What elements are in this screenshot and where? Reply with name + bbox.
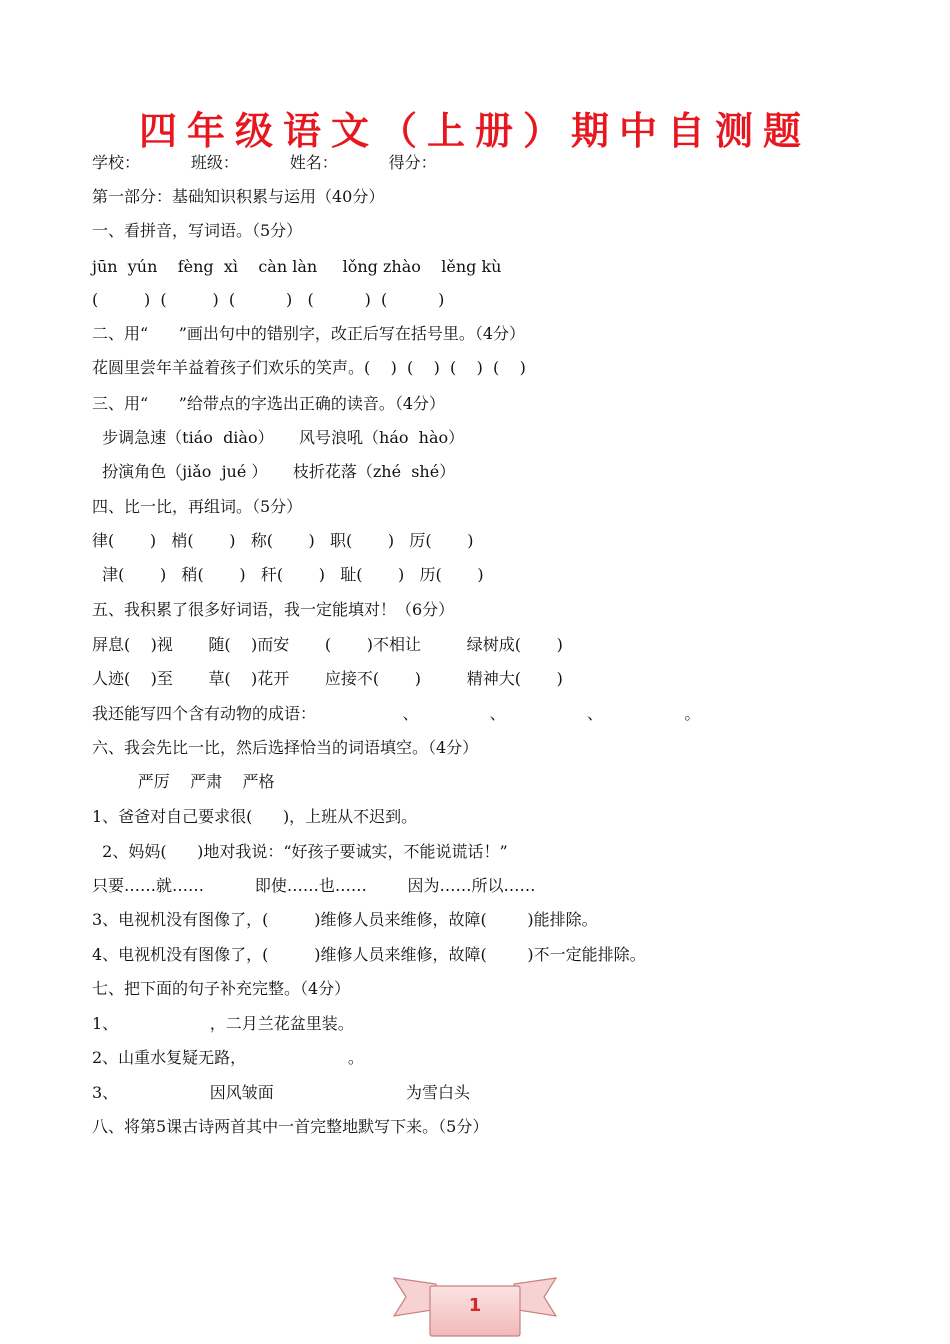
page-number: 1 bbox=[468, 1295, 482, 1316]
complete-sentence-1: 1、 ，二月兰花盆里装。 bbox=[92, 1014, 354, 1033]
conjunction-choices-line: 只要……就…… 即使……也…… 因为……所以…… bbox=[92, 876, 536, 895]
pinyin-line: jūn yún fèng xì càn làn lǒng zhào lěng kù bbox=[92, 257, 502, 276]
page-title: 四年级语文（上册）期中自测题 bbox=[138, 109, 811, 153]
question-6-heading: 六、我会先比一比，然后选择恰当的词语填空。（4分） bbox=[92, 738, 479, 757]
fill-sentence-4: 4、电视机没有图像了，( )维修人员来维修，故障( )不一定能排除。 bbox=[92, 945, 646, 964]
header-info-line: 学校： 班级： 姓名： 得分： bbox=[92, 153, 437, 172]
question-5-heading: 五、我积累了很多好词语，我一定能填对！（6分） bbox=[92, 600, 455, 619]
fill-sentence-2: 2、妈妈( )地对我说：“好孩子要诚实，不能说谎话！” bbox=[92, 842, 508, 861]
section-one-heading: 第一部分：基础知识积累与运用（40分） bbox=[92, 187, 385, 206]
pronunciation-line-2: 扮演角色（jiǎo jué ） 枝折花落（zhé shé） bbox=[92, 462, 456, 481]
animal-idiom-line: 我还能写四个含有动物的成语： 、 、 、 。 bbox=[92, 704, 701, 723]
question-8-heading: 八、将第5课古诗两首其中一首完整地默写下来。（5分） bbox=[92, 1117, 489, 1136]
word-choices-line: 严厉 严肃 严格 bbox=[92, 772, 275, 791]
typo-sentence-line: 花圆里尝年羊益着孩子们欢乐的笑声。( ) ( ) ( ) ( ) bbox=[92, 358, 526, 377]
complete-sentence-3: 3、 因风皱面 为雪白头 bbox=[92, 1083, 470, 1102]
question-1-heading: 一、看拼音，写词语。（5分） bbox=[92, 221, 303, 240]
question-2-heading: 二、用“ ”画出句中的错别字，改正后写在括号里。（4分） bbox=[92, 324, 526, 343]
pronunciation-line-1: 步调急速（tiáo diào） 风号浪吼（háo hào） bbox=[92, 428, 465, 447]
question-7-heading: 七、把下面的句子补充完整。（4分） bbox=[92, 979, 351, 998]
question-4-heading: 四、比一比，再组词。（5分） bbox=[92, 497, 303, 516]
complete-sentence-2: 2、山重水复疑无路， 。 bbox=[92, 1048, 364, 1067]
question-3-heading: 三、用“ ”给带点的字选出正确的读音。（4分） bbox=[92, 394, 446, 413]
fill-sentence-1: 1、爸爸对自己要求很( )，上班从不迟到。 bbox=[92, 807, 418, 826]
compare-words-line-2: 津( ) 稍( ) 秆( ) 耻( ) 历( ) bbox=[92, 565, 484, 584]
idiom-line-1: 屏息( )视 随( )而安 ( )不相让 绿树成( ) bbox=[92, 635, 563, 654]
idiom-line-2: 人迹( )至 草( )花开 应接不( ) 精神大( ) bbox=[92, 669, 563, 688]
fill-sentence-3: 3、电视机没有图像了，( )维修人员来维修，故障( )能排除。 bbox=[92, 910, 598, 929]
answer-blanks-line: ( ) ( ) ( ) ( ) ( ) bbox=[92, 290, 445, 309]
compare-words-line-1: 律( ) 梢( ) 称( ) 职( ) 厉( ) bbox=[92, 531, 474, 550]
